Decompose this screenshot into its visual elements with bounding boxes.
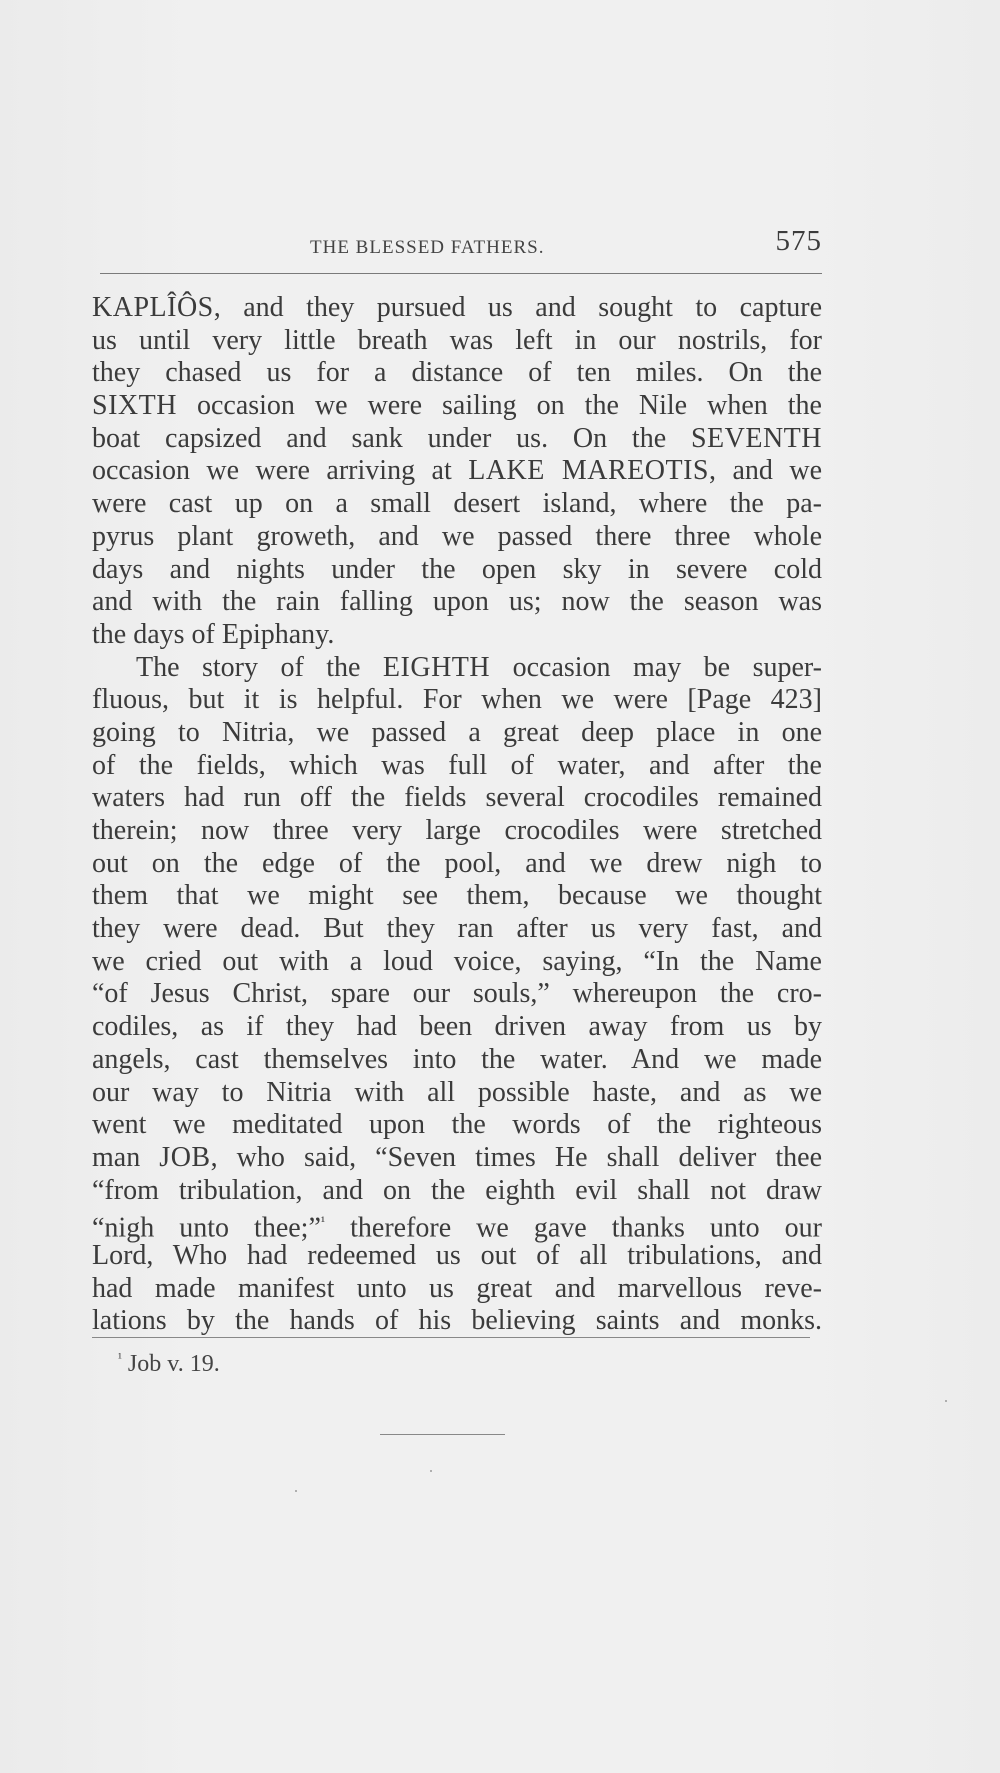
text-fragment: boat capsized and sank under us. On the — [92, 422, 691, 454]
text-line: and with the rain falling upon us; now the season was — [92, 586, 822, 618]
text-line: fluous, but it is helpful. For when we were [Page 423] — [92, 684, 822, 716]
text-fragment: occasion may be super- — [490, 651, 822, 683]
text-line: “from tribulation, and on the eighth evil shall not draw — [92, 1174, 822, 1206]
text-line: going to Nitria, we passed a great deep place in one — [92, 716, 822, 748]
text-line: us until very little breath was left in our nostrils, for — [92, 324, 822, 356]
ordinal-smallcaps: SEVENTH — [690, 422, 822, 454]
page-header — [100, 225, 822, 274]
text-line — [92, 390, 822, 423]
text-line — [92, 423, 822, 456]
text-fragment: man — [92, 1141, 160, 1173]
text-line: had made manifest unto us great and marvellous reve- — [92, 1272, 822, 1304]
text-line: were cast up on a small desert island, where the pa- — [92, 488, 822, 520]
footnote-divider — [92, 1337, 810, 1338]
text-line: went we meditated upon the words of the righteous — [92, 1109, 822, 1141]
text-line — [92, 292, 822, 325]
paper-speck — [295, 1490, 297, 1492]
footnote — [118, 1350, 220, 1378]
text-line: of the fields, which was full of water, and after the — [92, 749, 822, 781]
text-line: waters had run off the fields several crocodiles remained — [92, 782, 822, 814]
text-line: the days of Epiphany. — [92, 618, 335, 650]
ordinal-smallcaps: EIGHTH — [382, 651, 491, 683]
footnote-reference: ¹ — [320, 1215, 326, 1231]
text-line: “of Jesus Christ, spare our souls,” whereupon the cro- — [92, 978, 822, 1010]
text-line: therein; now three very large crocodiles were stretched — [92, 815, 822, 846]
text-line: Lord, Who had redeemed us out of all tribulations, and — [92, 1239, 822, 1271]
text-fragment: occasion we were sailing on the Nile when the — [176, 390, 822, 422]
text-fragment: “nigh unto thee;” — [92, 1212, 321, 1244]
text-line: we cried out with a loud voice, saying, “In the Name — [92, 945, 822, 977]
text-line: days and nights under the open sky in severe cold — [92, 553, 822, 585]
text-fragment: The story of the — [136, 651, 383, 683]
body-text — [92, 292, 822, 1338]
page-number: 575 — [775, 225, 822, 257]
text-line: angels, cast themselves into the water. And we made — [92, 1043, 822, 1075]
text-line — [92, 455, 822, 488]
text-fragment: , and they pursued us and sought to capture — [213, 292, 822, 323]
footnote-marker: ¹ — [118, 1350, 122, 1365]
text-fragment: therefore we gave thanks unto our — [325, 1212, 823, 1244]
end-of-section-rule — [380, 1434, 505, 1435]
ordinal-smallcaps: SIXTH — [92, 390, 177, 422]
text-line: they were dead. But they ran after us very fast, and — [92, 913, 822, 945]
place-name: LAKE MAREOTIS — [468, 455, 709, 487]
paper-speck — [945, 1400, 947, 1402]
text-line: codiles, as if they had been driven away from us by — [92, 1011, 822, 1043]
paragraph-start-line — [92, 652, 822, 685]
text-fragment: occasion we were arriving at — [92, 455, 452, 487]
text-line: them that we might see them, because we thought — [92, 880, 822, 912]
footnote-text: Job v. 19. — [127, 1351, 220, 1377]
proper-name: JOB — [159, 1141, 211, 1173]
text-fragment: , and we — [708, 455, 823, 487]
text-line: lations by the hands of his believing saints and monks. — [92, 1305, 822, 1337]
text-line: they chased us for a distance of ten miles. On the — [92, 357, 822, 389]
text-line: out on the edge of the pool, and we drew nigh to — [92, 847, 822, 879]
running-title: THE BLESSED FATHERS. — [310, 237, 545, 258]
text-fragment: , who said, “Seven times He shall deliver thee — [210, 1141, 822, 1173]
paper-speck — [430, 1470, 432, 1472]
text-line: our way to Nitria with all possible haste, and as we — [92, 1076, 822, 1108]
text-line — [92, 1142, 822, 1175]
text-line: pyrus plant groweth, and we passed there three whole — [92, 520, 822, 552]
proper-name: KAPLÎÔS — [92, 292, 214, 323]
text-line — [92, 1207, 823, 1244]
